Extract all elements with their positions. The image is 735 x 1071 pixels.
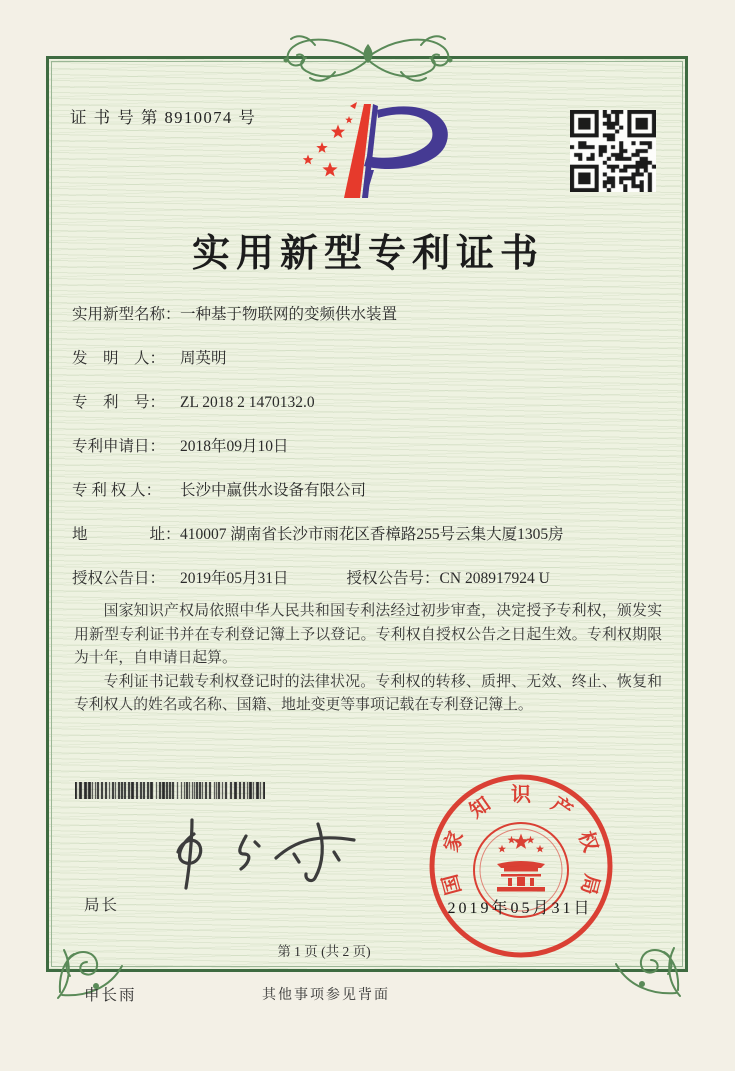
back-note: 其他事项参见背面 — [262, 988, 390, 1003]
svg-text:知: 知 — [465, 793, 495, 823]
svg-text:识: 识 — [511, 784, 531, 806]
field-row-name — [72, 303, 662, 327]
director-name: 申长雨 — [84, 987, 137, 1004]
field-value: 周英明 — [180, 350, 227, 367]
svg-text:产: 产 — [547, 793, 577, 823]
field-label: 专利申请日： — [72, 438, 166, 455]
field-value: ZL 2018 2 1470132.0 — [180, 394, 315, 411]
field-list — [72, 303, 662, 611]
field-value: 2019年05月31日 — [180, 570, 289, 587]
director-title: 局长 — [84, 897, 120, 914]
field-value: 410007 湖南省长沙市雨花区香樟路255号云集大厦1305房 — [180, 526, 564, 543]
qr-code — [570, 110, 656, 192]
field-value: 2018年09月10日 — [180, 438, 289, 455]
field-label: 专 利 号： — [72, 394, 166, 411]
field-label: 地 址： — [72, 526, 181, 543]
field-row-patentee — [72, 479, 662, 503]
field-row-inventor — [72, 347, 662, 371]
field-row-filing-date — [72, 435, 662, 459]
field-row-address — [72, 523, 662, 547]
field-label: 专 利 权 人： — [72, 482, 162, 499]
seal-date: 2019年05月31日 — [447, 900, 593, 917]
field-label: 授权公告日： — [72, 570, 166, 587]
legal-text — [74, 600, 662, 718]
svg-text:局: 局 — [576, 871, 603, 897]
grant-no-label: 授权公告号： — [346, 570, 440, 587]
patent-office-logo-icon — [294, 98, 468, 206]
field-row-patent-no — [72, 391, 662, 415]
grant-no-value: CN 208917924 U — [439, 570, 550, 587]
field-row-grant — [72, 567, 662, 591]
top-border-ornament — [253, 27, 483, 89]
field-value: 一种基于物联网的变频供水装置 — [180, 306, 398, 323]
certificate-title: 实用新型专利证书 — [191, 233, 544, 275]
page-number: 第 1 页 (共 2 页) — [277, 944, 371, 959]
svg-text:国: 国 — [439, 871, 466, 897]
field-value: 长沙中赢供水设备有限公司 — [180, 482, 367, 499]
svg-text:家: 家 — [440, 828, 469, 855]
certificate-number: 证 书 号 第 8910074 号 — [70, 108, 257, 127]
barcode — [75, 782, 265, 799]
official-seal — [426, 771, 616, 961]
field-label: 实用新型名称： — [72, 306, 181, 323]
legal-paragraph: 国家知识产权局依照中华人民共和国专利法经过初步审查，决定授予专利权，颁发实用新型专利证书并在专利登记簿上予以登记。专利权自授权公告之日起生效。专利权期限为十年，自申请日起算。 — [74, 603, 662, 666]
svg-text:权: 权 — [573, 828, 602, 855]
field-label: 发 明 人： — [72, 350, 166, 367]
legal-paragraph: 专利证书记载专利权登记时的法律状况。专利权的转移、质押、无效、终止、恢复和专利权人的姓名或名称、国籍、地址变更等事项记载在专利登记簿上。 — [74, 673, 662, 713]
director-signature — [158, 812, 378, 896]
